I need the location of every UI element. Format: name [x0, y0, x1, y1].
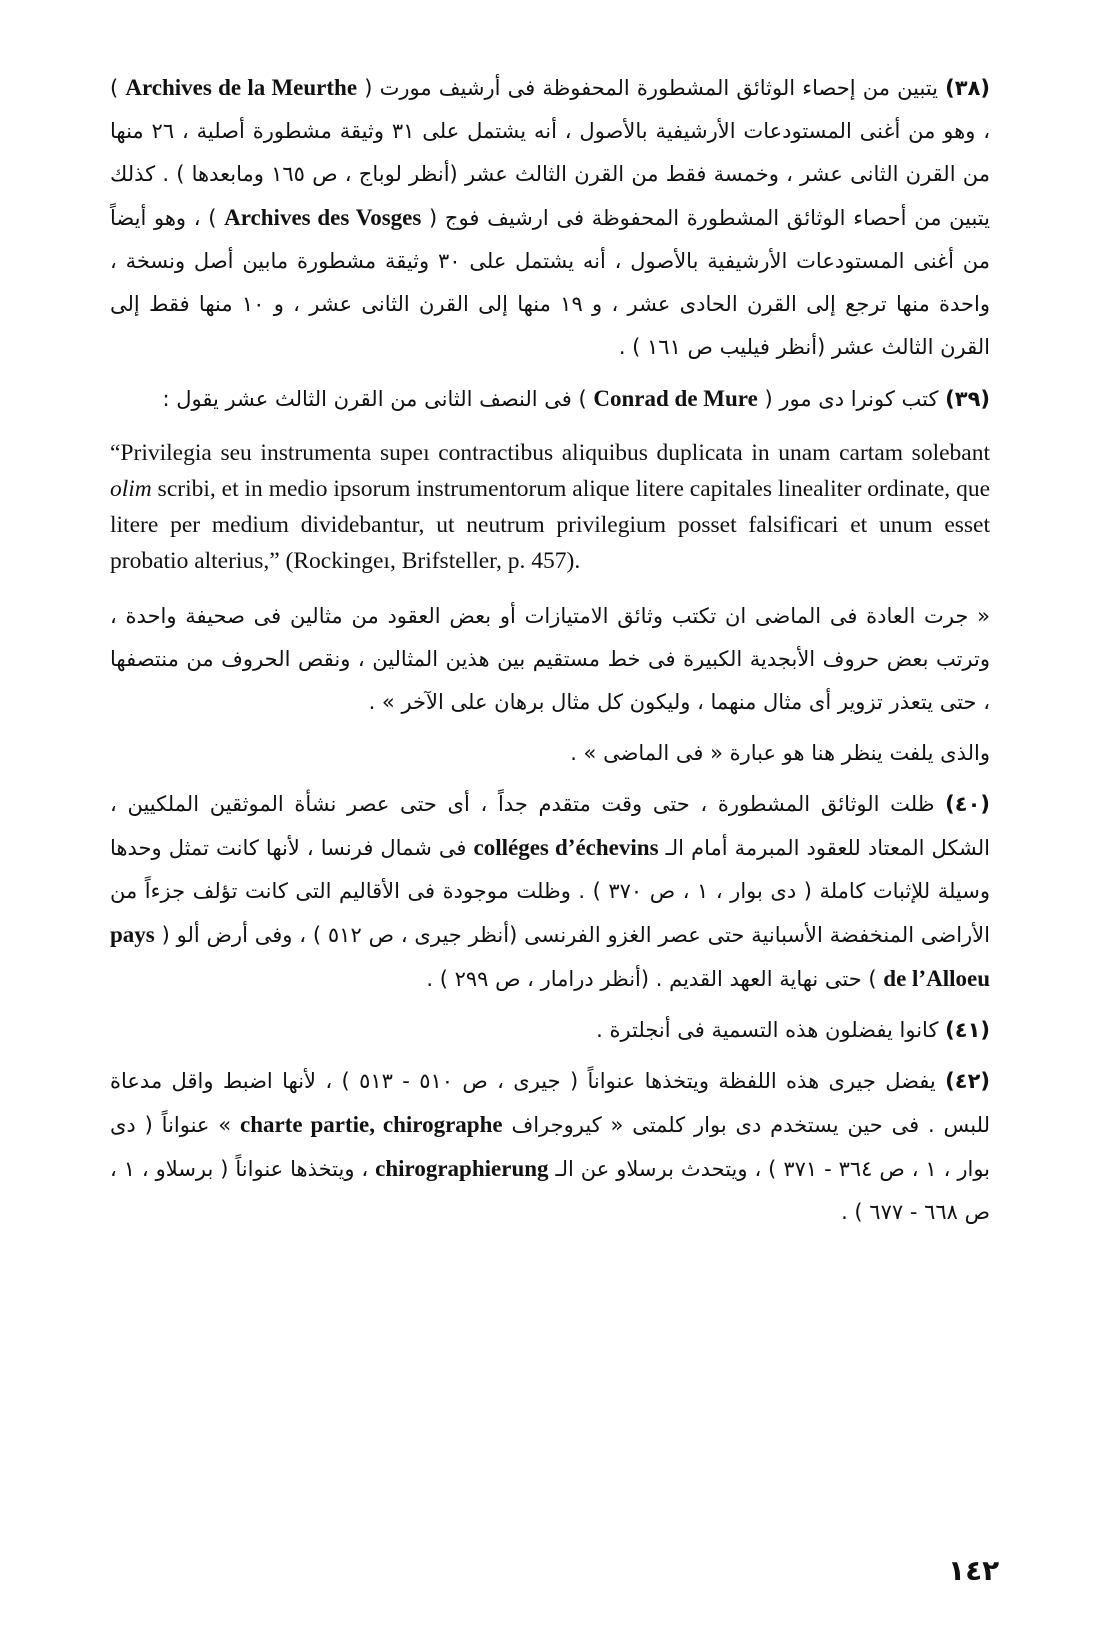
latin-term: charte partie, chirographe	[240, 1112, 503, 1137]
footnote-text: ) ، وهو أيضاً من أغنى المستودعات الأرشيفية بالأصول ، أنه يشتمل على ٣٠ وثيقة مشطورة مابين أصل ونسخة ، واحدة منها ترجع إلى القرن الحادى عشر ، و ١٩ منها إلى القرن الثانى عشر ، و ١٠ منها فقط إلى القرن الثالث عشر (أنظر فيليب ص ١٦١ ) .	[110, 206, 991, 359]
footnote-text: ) ، وهو من أغنى المستودعات الأرشيفية بالأصول ، أنه يشتمل على ٣١ وثيقة مشطورة أصلية ، ٢٦ منها من القرن الثانى عشر ، وخمسة فقط من القرن الثالث عشر (أنظر لوباج ، ص ١٦٥ ومابعدها ) . كذلك يتبين من أحصاء الوثائق المشطورة المحفوظة فى ارشيف فوج (	[110, 76, 990, 230]
page-number: ١٤٢	[948, 1554, 1000, 1587]
footnote-text: كتب كونرا دى مور (	[757, 387, 946, 411]
footnote-number: (٤٠)	[945, 792, 990, 816]
footnote-number: (٤١)	[945, 1018, 990, 1042]
latin-term: colléges d’échevins	[473, 835, 659, 860]
footnote-39	[110, 377, 990, 421]
footnote-text: كانوا يفضلون هذه التسمية فى أنجلترة .	[596, 1018, 946, 1042]
footnote-41	[110, 1009, 990, 1052]
footnote-text: » عنواناً ( دى بوار ، ١ ، ص ٣٦٤ - ٣٧١ ) ، ويتحدث برسلاو عن الـ	[110, 1113, 991, 1181]
latin-term: pays de l’Alloeu	[110, 922, 990, 991]
latin-term: Conrad de Mure	[593, 386, 758, 411]
footnote-number: (٣٩)	[945, 387, 990, 411]
footnote-40	[110, 783, 990, 1001]
footnote-text: يفضل جيرى هذه اللفظة ويتخذها عنواناً ( جيرى ، ص ٥١٠ - ٥١٣ ) ، لأنها اضبط واقل مدعاة للبس . فى حين يستخدم دى بوار كلمتى « كيروجراف	[110, 1069, 990, 1137]
quote-translation: « جرت العادة فى الماضى ان تكتب وثائق الامتيازات أو بعض العقود من مثالين فى صحيفة واحدة ، وترتب بعض حروف الأبجدية الكبيرة فى خط مستقيم بين هذين المثالين ، ونقص الحروف من منتصفها ، حتى يتعذر تزوير أى مثال منهما ، وليكون كل مثال برهان على الآخر » .	[110, 604, 990, 714]
footnote-42	[110, 1060, 990, 1234]
quote-text: “Privilegia seu instrumenta supeı contractibus aliquibus duplicata in unam cartam solebant	[110, 440, 990, 466]
footnote-text: يتبين من إحصاء الوثائق المشطورة المحفوظة فى أرشيف مورت (	[357, 76, 946, 100]
footnote-text: ) حتى نهاية العهد القديم . (أنظر درامار ، ص ٢٩٩ ) .	[426, 967, 884, 991]
footnote-text: ، ويتخذها عنواناً ( برسلاو ، ١ ، ص ٦٦٨ - ٦٧٧ ) .	[110, 1157, 990, 1224]
quote-italic: olim	[110, 476, 152, 502]
latin-term: Archives des Vosges	[224, 205, 422, 230]
footnote-text: فى شمال فرنسا ، لأنها كانت تمثل وحدها وسيلة للإثبات كاملة ( دى بوار ، ١ ، ص ٣٧٠ ) . وظلت موجودة فى الأقاليم التى كانت تؤلف جزءاً من الأراضى المنخفضة الأسبانية حتى عصر الغزو الفرنسى (أنظر جيرى ، ص ٥١٢ ) ، وفى أرض ألو (	[110, 836, 990, 947]
page-content	[110, 66, 990, 1242]
footnote-text: ) فى النصف الثانى من القرن الثالث عشر يقول :	[162, 387, 594, 411]
footnote-38	[110, 66, 990, 369]
footnote-text: ظلت الوثائق المشطورة ، حتى وقت متقدم جداً ، أى حتى عصر نشأة الموثقين الملكيين ، الشكل المعتاد للعقود المبرمة أمام الـ	[110, 792, 991, 860]
latin-quotation	[110, 435, 990, 579]
footnote-number: (٤٢)	[945, 1069, 990, 1093]
latin-term: chirographierung	[375, 1156, 549, 1181]
remark: والذى يلفت ينظر هنا هو عبارة « فى الماضى » .	[570, 741, 990, 765]
latin-term: Archives de la Meurthe	[125, 75, 358, 100]
quote-text: scribi, et in medio ipsorum instrumentorum alique litere capitales linealiter ordinate, que litere per medium dividebantur, ut neutrum privilegium posset falsificari et unum esset probatio alterius,” (Rockingeı, Brifsteller, p. 457).	[110, 476, 990, 574]
footnote-number: (٣٨)	[945, 76, 990, 100]
